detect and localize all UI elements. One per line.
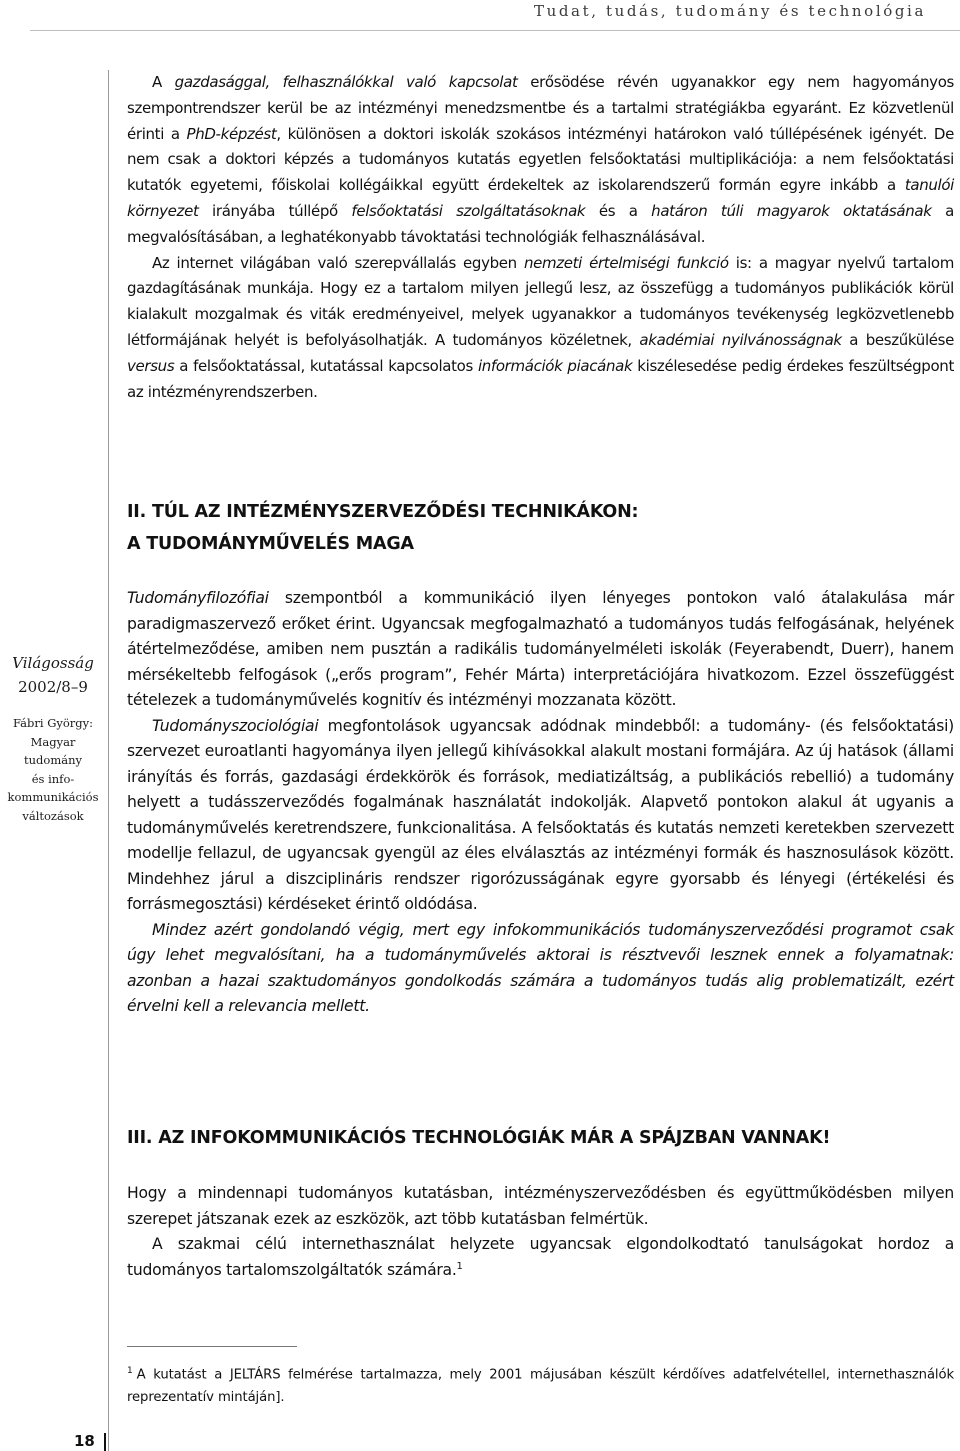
emphasis: akadémiai nyilvánosságnak (639, 330, 842, 349)
sidebar-title-line: változások (22, 808, 84, 823)
footnote-reference[interactable]: 1 (456, 1260, 463, 1272)
section-3-paragraph-1: Hogy a mindennapi tudományos kutatásban, intézményszerveződésben és együttműködésben milyen szerepet játszanak ezek az eszközök, azt több kutatásban felmértük. (127, 1184, 954, 1228)
heading-line: II. TÚL AZ INTÉZMÉNYSZERVEZŐDÉSI TECHNIKÁKON: (127, 502, 639, 522)
footnote-rule (127, 1346, 297, 1347)
section-3-paragraph-2 (127, 1232, 954, 1283)
sidebar-article-info (0, 714, 106, 825)
section-2-paragraph-2 (127, 714, 954, 918)
page-number: 18 (74, 1432, 95, 1450)
text-run: megfontolások ugyancsak adódnak mindebből: a tudomány- (és felsőoktatási) szervezet euroatlanti hagyománya ilyen jellegű kihívásokkal alakult mostani formájára. Az új hatások (állami irányítás és forrás, gazdasági érdekkörök és források, mediatizáltság, a publikációs rebellió) a tudomány helyett a tudásszerveződés fogalmának használatát indokolják. Alapvető pontokon alakul át ugyanis a tudományművelés keretrendszere, funkcionalitása. A felsőoktatás és kutatás nemzeti keretekben szervezett modellje fellazul, de ugyancsak gyengül az éles elválasztás az intézményi formák és hasznosulások között. Mindehhez járul a diszciplináris rendszer rigorózusságának egyre gyorsabb és lényegi (értékelési és forrásmegosztási) kérdéseket érintő oldódása. (127, 716, 954, 913)
sidebar-title-line: tudomány (24, 753, 82, 767)
text-run: a beszűkülése (841, 330, 954, 349)
section-3-body (127, 1181, 954, 1283)
footnote-text: A kutatást a JELTÁRS felmérése tartalmazza, mely 2001 májusában készült kérdőíves adatfelvétellel, internethasználók reprezentatív mintáján]. (127, 1367, 954, 1406)
text-run: irányába túllépő (198, 201, 352, 220)
header-rule (30, 30, 960, 31)
text-run: és a (585, 201, 652, 220)
emphasis: információk piacának (477, 356, 633, 375)
footnote-number: 1 (127, 1366, 133, 1376)
text-run: Az internet világában való szerepvállalás egyben (152, 253, 524, 272)
emphasis: Tudományszociológiai (152, 716, 319, 735)
heading-line: A TUDOMÁNYMŰVELÉS MAGA (127, 534, 414, 554)
footnote (127, 1360, 954, 1409)
emphasis: PhD-képzést (186, 124, 277, 143)
text-run: is: a magyar nyelvű tartalom gazdagításának munkája. Hogy ez a tartalom milyen jellegű lesz, az összefügg a tudományos publikációk körül kialakult mozgalmak és viták eredményeivel, melyek ugyanakkor a tudományos tevékenység legközvetlenebb létformájának helyét is befolyásolhatják. A tudományos közéletnek, (127, 253, 955, 349)
text-run: A (152, 73, 175, 91)
sidebar-title-line: Magyar (30, 734, 76, 749)
text-run: a megvalósításában, a leghatékonyabb távoktatási technológiák felhasználásával. (127, 201, 954, 246)
emphasis: Mindez azért gondolandó végig, mert egy infokommunikációs tudományszerveződési programot csak úgy lehet megvalósítani, ha a tudományművelés aktorai is résztvevői lesznek ennek a folyamatnak: azonban a hazai szaktudományos gondolkodás számára a tudományos tudás alig problematizált, ezért érvelni kell a relevancia mellett. (127, 920, 954, 1015)
emphasis: felsőoktatási szolgáltatásoknak (351, 201, 586, 220)
emphasis: határon túli magyarok oktatásának (651, 201, 932, 220)
margin-rule (108, 70, 109, 1451)
section-3-heading: III. AZ INFOKOMMUNIKÁCIÓS TECHNOLÓGIÁK MÁR A SPÁJZBAN VANNAK! (127, 1128, 831, 1148)
text-run: a felsőoktatással, kutatással kapcsolatos (174, 356, 478, 375)
sidebar-journal-name: Világosság (12, 654, 94, 672)
sidebar-title-line: és info- (31, 771, 75, 786)
text-run: kiszélesedése pedig érdekes feszültségpont az intézményrendszerben. (127, 356, 954, 401)
text-run: erősödése révén ugyanakkor egy nem hagyományos szempontrendszer kerül be az intézményi menedzsmentbe és a tartalmi stratégiákba egyaránt. Ez közvetlenül érinti a (127, 73, 954, 143)
section-2-body (127, 586, 954, 1020)
text-run: , különösen a doktori iskolák szokásos intézményi határokon való túllépésének igényét. De nem csak a doktori képzés a tudományos kutatás egyetlen felsőoktatási multiplikációja: a nem felsőoktatási kutatók egyetemi, főiskolai kollégáikkal együtt érdekeltek az iskolarendszerű formán egyre inkább a (127, 124, 954, 195)
section-2-heading (127, 496, 638, 560)
section-2-paragraph-1 (127, 586, 954, 714)
emphasis: gazdasággal, felhasználókkal való kapcsolat (174, 73, 518, 91)
page-number-mark (104, 1433, 114, 1451)
text-run: szempontból a kommunikáció ilyen lényeges pontokon való átalakulása már paradigmaszervező erőket érint. Ugyancsak megfogalmazható a tudományos tudás felfogásának, helyének átértelmeződése, amiben nem pusztán a radikális tudományelméleti iskolák (Feyerabendt, Duerr), hanem mérsékeltebb felfogások („erős program”, Fehér Márta) interpretációjára hivatkozom. Ezzel összefüggést tételezek a tudományművelés kognitív és intézményi mozzanata között. (127, 589, 954, 709)
intro-paragraph-1 (127, 70, 954, 251)
section-2-paragraph-3 (127, 918, 954, 1020)
sidebar-author: Fábri György: (12, 716, 94, 730)
intro-section (127, 70, 954, 405)
emphasis: nemzeti értelmiségi funkció (523, 253, 729, 272)
emphasis: tanulói környezet (127, 176, 954, 220)
sidebar-title-line: kommunikációs (7, 790, 99, 804)
running-header: Tudat, tudás, tudomány és technológia (533, 2, 926, 20)
text-run: A szakmai célú internethasználat helyzete ugyancsak elgondolkodtató tanulságokat hordoz a tudományos tartalomszolgáltatók számára. (127, 1235, 954, 1279)
emphasis: Tudományfilozófiai (127, 589, 269, 607)
emphasis: versus (127, 356, 175, 375)
intro-paragraph-2 (127, 251, 954, 406)
sidebar-issue: 2002/8–9 (18, 678, 88, 696)
